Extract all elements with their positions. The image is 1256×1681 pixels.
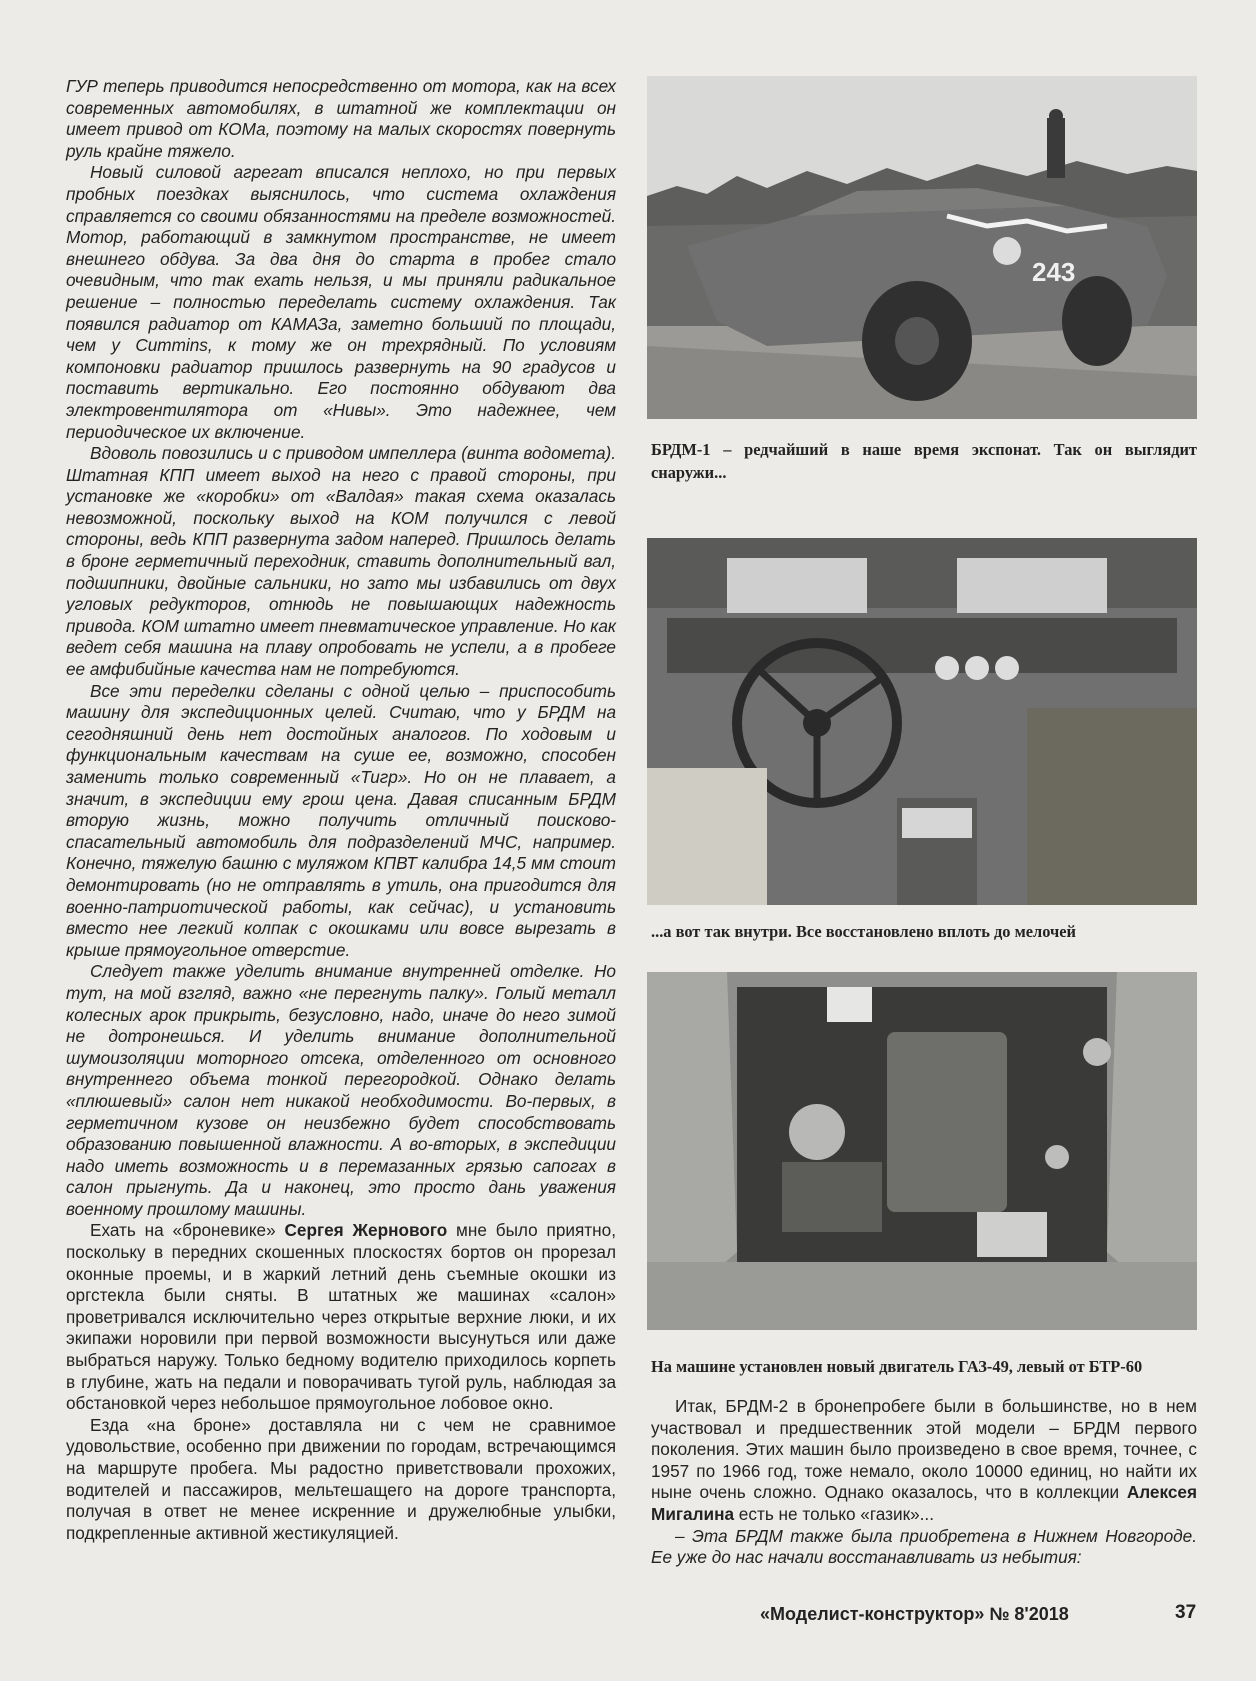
photo-brdm-exterior-image bbox=[647, 76, 1197, 419]
photo-brdm-interior-image bbox=[647, 538, 1197, 905]
paragraph: Следует также уделить внимание внутренней отделке. Но тут, на мой взгляд, важно «не перегнуть палку». Голый металл колесных арок прикрыть, безусловно, надо, иначе до него зимой не дотронешься. И уделить внимание дополнительной шумоизоляции моторного отсека, отделенного от основного внутреннего объема тонкой перегородкой. Однако делать «плюшевый» салон нет никакой необходимости. Во-первых, в герметичном кузове он неизбежно будет способствовать образованию повышенной влажности. А во-вторых, в экспедиции надо иметь возможность и в перемазанных грязью сапогах в салон прыгнуть. Да и наконец, это просто дань уважения военному прошлому машины. bbox=[66, 961, 616, 1219]
photo-brdm-exterior bbox=[647, 76, 1197, 419]
photo-engine-bay bbox=[647, 972, 1197, 1330]
paragraph: Ехать на «броневике» Сергея Жернового мне было приятно, поскольку в передних скошенных плоскостях бортов он прорезал оконные проемы, и в жаркий летний день съемные окошки из оргстекла были сняты. В штатных же машинах «салон» проветривался исключительно через открытые верхние люки, и их экипажи норовили при первой возможности высунуться или даже выбраться наружу. Только бедному водителю приходилось корпеть в глубине, жать на педали и поворачивать тугой руль, наблюдая за обстановкой через небольшое прямоугольное лобовое окно. bbox=[66, 1220, 616, 1414]
magazine-issue: «Моделист-конструктор» № 8'2018 bbox=[760, 1604, 1069, 1624]
paragraph: – Эта БРДМ также была приобретена в Нижнем Новгороде. Ее уже до нас начали восстанавливать из небытия: bbox=[651, 1525, 1197, 1568]
paragraph: Итак, БРДМ-2 в бронепробеге были в большинстве, но в нем участвовал и предшественник этой модели – БРДМ первого поколения. Этих машин было произведено в свое время, точнее, с 1957 по 1966 год, тоже немало, около 10000 единиц, но найти их ныне очень сложно. Однако оказалось, что в коллекции Алексея Мигалина есть не только «газик»... bbox=[651, 1396, 1197, 1524]
person-name: Сергея Жернового bbox=[284, 1220, 448, 1241]
hull-number: 243 bbox=[1032, 257, 1076, 287]
person-name: Алексея Мигалина bbox=[651, 1482, 1197, 1524]
photo-caption: БРДМ-1 – редчайший в наше время экспонат. Так он выглядит снаружи... bbox=[651, 440, 1197, 482]
paragraph: Новый силовой агрегат вписался неплохо, но при первых пробных поездках выяснилось, что система охлаждения справляется со своими обязанностями на пределе возможностей. Мотор, работающий в замкнутом пространстве, не имеет внешнего обдува. За два дня до старта в пробег стало очевидным, что так ехать нельзя, и мы приняли радикальное решение – полностью переделать систему охлаждения. Так появился радиатор от КАМАЗа, заметно больший по площади, чем у Cummins, к тому же он трехрядный. По условиям компоновки радиатор пришлось развернуть на 90 градусов и поставить вертикально. Его постоянно обдувают два электровентилятора от «Нивы». Это надежнее, чем периодическое их включение. bbox=[66, 162, 616, 442]
photo-engine-bay-image bbox=[647, 972, 1197, 1330]
paragraph: ГУР теперь приводится непосредственно от мотора, как на всех современных автомобилях, в штатной же комплектации он имеет привод от КОМа, поэтому на малых скоростях повернуть руль крайне тяжело. bbox=[66, 76, 616, 161]
page-number: 37 bbox=[1175, 1602, 1197, 1623]
photo-caption: ...а вот так внутри. Все восстановлено вплоть до мелочей bbox=[651, 922, 1076, 941]
paragraph: Вдоволь повозились и с приводом импеллера (винта водомета). Штатная КПП имеет выход на него с правой стороны, при установке же «коробки» от «Валдая» такая схема оказалась невозможной, поскольку выход на КОМ получился с левой стороны, ведь КПП развернута задом наперед. Пришлось делать в броне герметичный переходник, ставить дополнительный вал, подшипники, двойные сальники, но зато мы избавились от двух угловых редукторов, отнюдь не повышающих надежность привода. КОМ штатно имеет пневматическое управление. Но как ведет себя машина на плаву опробовать не успели, а в пробеге ее амфибийные качества нам не потребуются. bbox=[66, 443, 616, 680]
left-text-column bbox=[66, 76, 616, 1544]
photo-caption: На машине установлен новый двигатель ГАЗ-49, левый от БТР-60 bbox=[651, 1357, 1143, 1376]
right-text-column bbox=[651, 1396, 1197, 1569]
paragraph: Все эти переделки сделаны с одной целью – приспособить машину для экспедиционных целей. Считаю, что у БРДМ на сегодняшний день нет достойных аналогов. По ходовым и функциональным качествам на суше ее, возможно, способен заменить только современный «Тигр». Но он не плавает, а значит, в экспедиции ему грош цена. Давая списанным БРДМ вторую жизнь, можно получить отличный поисково-спасательный автомобиль для подразделений МЧС, например. Конечно, тяжелую башню с муляжом КПВТ калибра 14,5 мм стоит демонтировать (но не отправлять в утиль, она пригодится для военно-патриотической работы, как сейчас), и установить вместо нее легкий колпак с окошками или вовсе вырезать в крыше прямоугольное отверстие. bbox=[66, 680, 616, 960]
paragraph: Езда «на броне» доставляла ни с чем не сравнимое удовольствие, особенно при движении по городам, встречающимся на маршруте пробега. Мы радостно приветствовали прохожих, водителей и пассажиров, мельтешащего на дороге транспорта, получая в ответ не менее искренние и дружелюбные улыбки, подкрепленные активной жестикуляцией. bbox=[66, 1414, 616, 1543]
photo-brdm-interior bbox=[647, 538, 1197, 905]
